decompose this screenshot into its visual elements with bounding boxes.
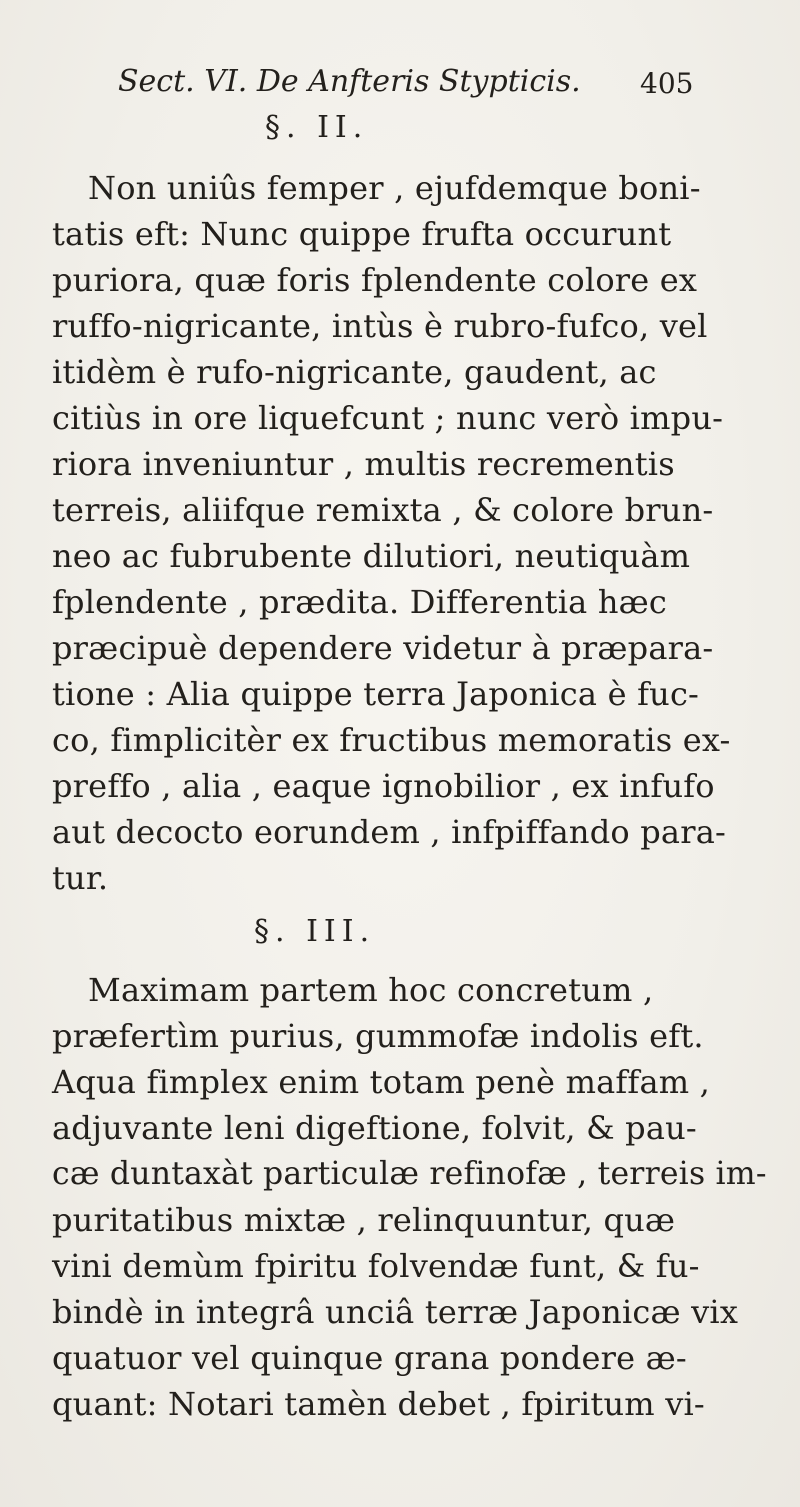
text-line: bindè in integrâ unciâ terræ Japonicæ vix — [52, 1293, 739, 1331]
text-line: tur. — [52, 859, 109, 897]
section-heading-iii: §. III. — [254, 914, 376, 949]
text-line: ruffo-nigricante, intùs è rubro-fufco, vel — [52, 307, 708, 345]
text-line: Non uniûs femper , ejufdemque boni- — [88, 169, 701, 207]
text-line: Aqua fimplex enim totam penè maffam , — [52, 1063, 711, 1101]
running-head — [118, 62, 698, 102]
text-line: itidèm è rufo-nigricante, gaudent, ac — [52, 353, 657, 391]
page-number: 405 — [640, 67, 694, 100]
text-line: preffo , alia , eaque ignobilior , ex infufo — [52, 767, 715, 805]
text-line: terreis, aliifque remixta , & colore brun- — [52, 491, 714, 529]
text-line: præcipuè dependere videtur à præpara- — [52, 629, 714, 667]
text-line: puritatibus mixtæ , relinquuntur, quæ — [52, 1201, 676, 1239]
text-line: riora inveniuntur , multis recrementis — [52, 445, 675, 483]
text-line: adjuvante leni digeftione, folvit, & pau- — [52, 1109, 697, 1147]
text-line: puriora, quæ foris fplendente colore ex — [52, 261, 698, 299]
section-heading-ii: §. II. — [265, 110, 369, 145]
text-line: Maximam partem hoc concretum , — [88, 971, 654, 1009]
text-line: neo ac fubrubente dilutiori, neutiquàm — [52, 537, 691, 575]
text-line: tione : Alia quippe terra Japonica è fuc- — [52, 675, 700, 713]
text-line: fplendente , prædita. Differentia hæc — [52, 583, 668, 621]
text-line: quatuor vel quinque grana pondere æ- — [52, 1339, 687, 1377]
text-line: aut decocto eorundem , infpiffando para- — [52, 813, 726, 851]
running-head-title: Sect. VI. De Anfteris Stypticis. — [118, 64, 581, 99]
text-line: co, fimplicitèr ex fructibus memoratis ex- — [52, 721, 731, 759]
text-line: citiùs in ore liquefcunt ; nunc verò impu- — [52, 399, 724, 437]
text-line: vini demùm fpiritu folvendæ funt, & fu- — [52, 1247, 700, 1285]
text-line: præfertìm purius, gummofæ indolis eft. — [52, 1017, 704, 1055]
text-line: tatis eft: Nunc quippe frufta occurunt — [52, 215, 672, 253]
text-line: quant: Notari tamèn debet , fpiritum vi- — [52, 1385, 705, 1423]
text-line: cæ duntaxàt particulæ refinofæ , terreis im- — [52, 1156, 767, 1192]
